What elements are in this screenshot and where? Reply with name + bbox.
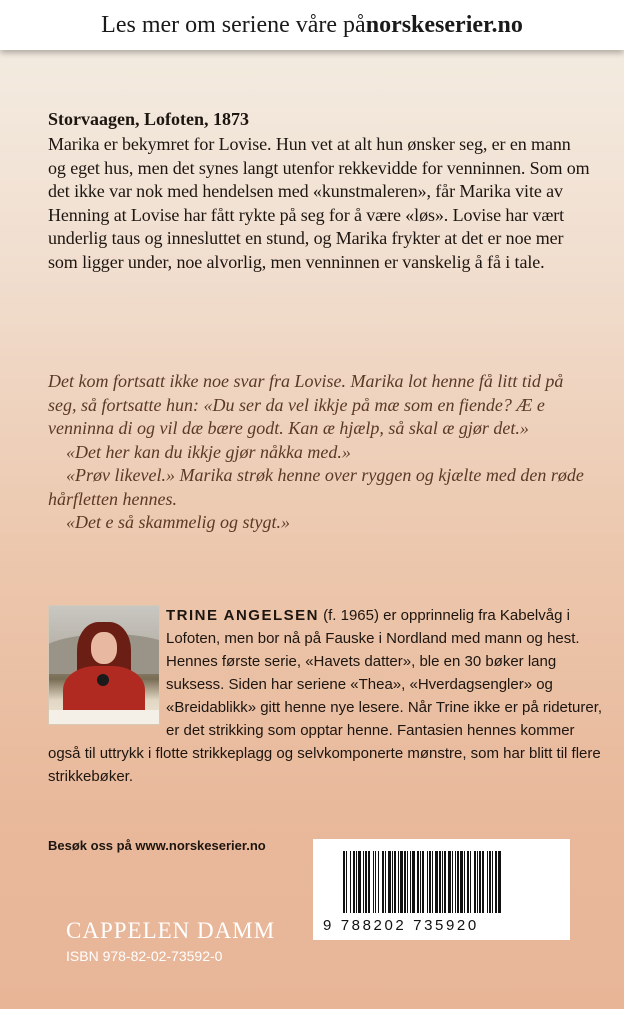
barcode-bar: [385, 851, 386, 913]
barcode-bar: [435, 851, 438, 913]
barcode-bar: [388, 851, 391, 913]
barcode-bar: [439, 851, 441, 913]
excerpt-paragraph: «Prøv likevel.» Marika strøk henne over ryggen og kjælte med den røde hårfletten hennes.: [48, 465, 584, 509]
barcode-bar: [398, 851, 399, 913]
banner-site[interactable]: norskeserier.no: [365, 11, 523, 38]
barcode-bar: [417, 851, 419, 913]
barcode-bar: [429, 851, 431, 913]
barcode-bar: [467, 851, 469, 913]
website-banner[interactable]: [0, 0, 624, 50]
barcode-bar: [448, 851, 451, 913]
barcode-bar: [353, 851, 355, 913]
barcode-bar: [373, 851, 374, 913]
barcode-bar: [368, 851, 370, 913]
blurb-text: Marika er bekymret for Lovise. Hun vet at alt hun ønsker seg, er en mann og eget hus, men det synes langt utenfor rekkevidde for venninnen. Som om det ikke var nok med hendelsen med «kunstmaleren», får Marika vite av Henning at Lovise har fått rykte på seg for å være «løs». Lovise har vært underlig taus og innesluttet en stund, og Marika frykter at det er noe mer som ligger under, noe alvorlig, men venninnen er vanskelig å få i tale.: [48, 134, 590, 272]
barcode-bar: [378, 851, 379, 913]
barcode-bar: [410, 851, 411, 913]
barcode-bar: [346, 851, 347, 913]
barcode-bar: [442, 851, 443, 913]
author-bio-text: (f. 1965) er opprinnelig fra Kabelvåg i Lofoten, men bor nå på Fauske i Nordland med mann og hest. Hennes første serie, «Havets datter», ble en 30 bøker lang suksess. Siden har seriene «Thea», «Hverdagsengler» og «Breidablikk» gitt henne nye lesere. Når Trine ikke er på rideturer, er det strikking som opptar henne. Fantasien hennes kommer også til uttrykk i flotte strikkeplagg og selvkomponerte mønstre, som har blitt til flere strikkebøker.: [48, 607, 603, 785]
barcode-bar: [343, 851, 345, 913]
barcode-bar: [363, 851, 364, 913]
barcode-bar: [460, 851, 463, 913]
barcode-bar: [356, 851, 357, 913]
excerpt-paragraph: «Det e så skammelig og stygt.»: [66, 512, 290, 532]
excerpt-paragraph: «Det her kan du ikkje gjør nåkka med.»: [66, 441, 351, 462]
book-excerpt: [48, 370, 596, 535]
barcode-bar: [412, 851, 415, 913]
publisher-logo: CAPPELEN DAMM: [66, 918, 276, 943]
barcode-bar: [489, 851, 491, 913]
barcode-bar: [422, 851, 424, 913]
barcode-bar: [394, 851, 396, 913]
barcode-bar: [427, 851, 428, 913]
barcode-bars: [313, 839, 570, 919]
barcode-bar: [375, 851, 376, 913]
barcode-bar: [482, 851, 484, 913]
visit-website-link[interactable]: Besøk oss på www.norskeserier.no: [48, 838, 266, 853]
barcode-bar: [350, 851, 351, 913]
barcode-bar: [457, 851, 459, 913]
blurb-title: Storvaagen, Lofoten, 1873: [48, 109, 249, 129]
barcode-bar: [464, 851, 465, 913]
barcode-bar: [404, 851, 406, 913]
author-bio: [48, 604, 608, 788]
barcode-bar: [452, 851, 453, 913]
barcode-bar: [407, 851, 408, 913]
barcode-bar: [358, 851, 361, 913]
barcode-bar: [477, 851, 478, 913]
barcode-bar: [455, 851, 456, 913]
author-name: TRINE ANGELSEN: [166, 607, 319, 624]
barcode-bar: [474, 851, 476, 913]
barcode-bar: [365, 851, 367, 913]
barcode: [313, 839, 570, 940]
barcode-bar: [479, 851, 481, 913]
barcode-bar: [495, 851, 497, 913]
isbn-text: ISBN 978-82-02-73592-0: [66, 948, 223, 964]
barcode-bar: [382, 851, 384, 913]
excerpt-paragraph: Det kom fortsatt ikke noe svar fra Lovise. Marika lot henne få litt tid på seg, så fortsatte hun: «Du ser da vel ikkje på mæ som en fiende? Æ e venninna di og vil dæ bære godt. Kan æ hjælp, så skal æ gjør det.»: [48, 371, 564, 438]
barcode-digits: 9 788202 735920: [323, 917, 479, 934]
barcode-bar: [400, 851, 403, 913]
banner-prefix: Les mer om seriene våre på: [101, 11, 366, 38]
barcode-bar: [420, 851, 421, 913]
barcode-bar: [444, 851, 446, 913]
barcode-bar: [492, 851, 493, 913]
barcode-bar: [498, 851, 501, 913]
barcode-bar: [470, 851, 471, 913]
barcode-bar: [432, 851, 433, 913]
barcode-bar: [487, 851, 488, 913]
barcode-bar: [392, 851, 393, 913]
